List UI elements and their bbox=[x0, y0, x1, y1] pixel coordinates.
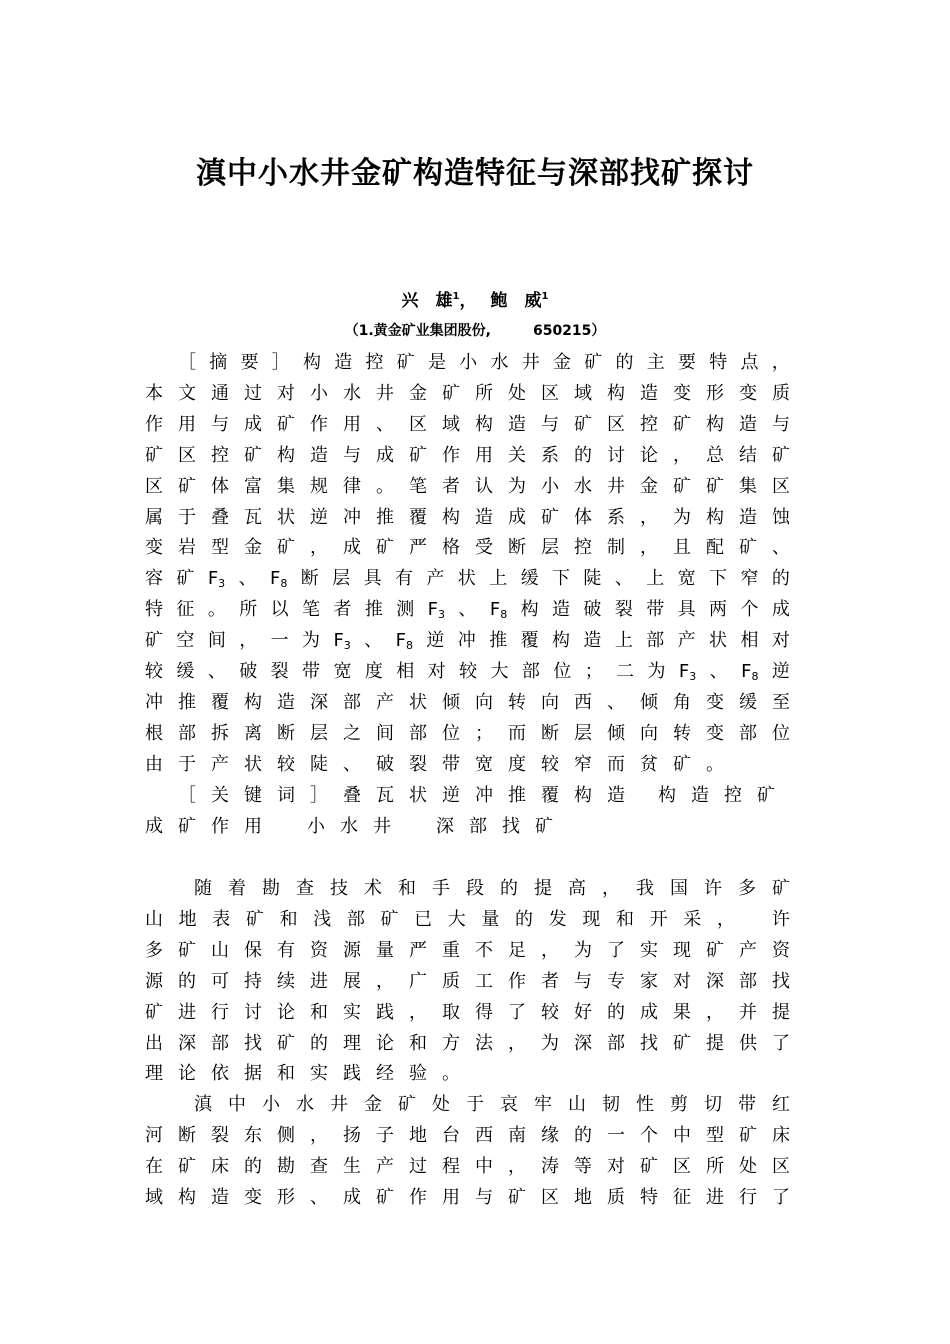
abstract-line: 本 文 通 过 对 小 水 井 金 矿 所 处 区 域 构 造 变 形 变 质 bbox=[145, 382, 790, 404]
author-separator: ， bbox=[459, 291, 477, 311]
affiliation: （1.黄金矿业集团股份, 650215） bbox=[344, 323, 606, 339]
abstract-line: 冲 推 覆 构 造 深 部 产 状 倾 向 转 向 西 、 倾 角 变 缓 至 bbox=[145, 691, 790, 713]
abstract-line: 矿 区 控 矿 构 造 与 成 矿 作 用 关 系 的 讨 论 ， 总 结 矿 bbox=[145, 444, 790, 466]
body-line: 理 论 依 据 和 实 践 经 验 。 bbox=[145, 1063, 460, 1085]
abstract-line: 根 部 拆 离 断 层 之 间 部 位 ； 而 断 层 倾 向 转 变 部 位 bbox=[145, 722, 790, 744]
author-name: 鲍 威 bbox=[490, 291, 542, 311]
body-line: 山 地 表 矿 和 浅 部 矿 已 大 量 的 发 现 和 开 采 ， 许 bbox=[145, 908, 790, 930]
abstract-line: 区 矿 体 富 集 规 律 。 笔 者 认 为 小 水 井 金 矿 矿 集 区 bbox=[145, 475, 790, 497]
abstract-line: ［ 摘 要 ］ 构 造 控 矿 是 小 水 井 金 矿 的 主 要 特 点 ， bbox=[178, 352, 790, 373]
body-line: 河 断 裂 东 侧 ， 扬 子 地 台 西 南 缘 的 一 个 中 型 矿 床 bbox=[145, 1124, 790, 1146]
body-line: 源 的 可 持 续 进 展 ， 广 质 工 作 者 与 专 家 对 深 部 找 bbox=[145, 970, 790, 992]
document-title: 滇中小水井金矿构造特征与深部找矿探讨 bbox=[196, 156, 754, 191]
abstract-line: 较 缓 、 破 裂 带 宽 度 相 对 较 大 部 位 ； 二 为 $F_3$ 、 $F_8$ 逆 bbox=[145, 661, 790, 683]
body-line: 出 深 部 找 矿 的 理 论 和 方 法 ， 为 深 部 找 矿 提 供 了 bbox=[145, 1032, 790, 1054]
abstract-line: 特 征 。 所 以 笔 者 推 测 $F_3$ 、 $F_8$ 构 造 破 裂 带 具 两 个 成 bbox=[145, 599, 790, 622]
author-line bbox=[0, 288, 950, 314]
abstract-line: 矿 空 间 ， 一 为 $F_3$ 、 $F_8$ 逆 冲 推 覆 构 造 上 部 产 状 相 对 bbox=[145, 630, 790, 653]
abstract-line: 属 于 叠 瓦 状 逆 冲 推 覆 构 造 成 矿 体 系 ， 为 构 造 蚀 bbox=[145, 506, 790, 528]
body-line: 域 构 造 变 形 、 成 矿 作 用 与 矿 区 地 质 特 征 进 行 了 bbox=[145, 1186, 790, 1208]
author-name: 兴 雄 bbox=[401, 291, 453, 311]
keywords-line: 成 矿 作 用 小 水 井 深 部 找 矿 bbox=[145, 815, 553, 837]
abstract-line: 变 岩 型 金 矿 ， 成 矿 严 格 受 断 层 控 制 ， 且 配 矿 、 bbox=[145, 537, 790, 559]
body-line: 滇 中 小 水 井 金 矿 处 于 哀 牢 山 韧 性 剪 切 带 红 bbox=[194, 1094, 790, 1115]
author-affiliation-marker: 1 bbox=[452, 291, 460, 302]
keywords-line: ［ 关 键 词 ］ 叠 瓦 状 逆 冲 推 覆 构 造 构 造 控 矿 bbox=[178, 785, 775, 806]
body-line: 矿 进 行 讨 论 和 实 践 ， 取 得 了 较 好 的 成 果 ， 并 提 bbox=[145, 1001, 790, 1023]
author-affiliation-marker: 1 bbox=[541, 291, 549, 302]
body-line: 随 着 勘 查 技 术 和 手 段 的 提 高 ， 我 国 许 多 矿 bbox=[194, 878, 790, 899]
abstract-line: 作 用 与 成 矿 作 用 、 区 域 构 造 与 矿 区 控 矿 构 造 与 bbox=[145, 413, 790, 435]
body-line: 多 矿 山 保 有 资 源 量 严 重 不 足 ， 为 了 实 现 矿 产 资 bbox=[145, 939, 790, 961]
abstract-line: 由 于 产 状 较 陡 、 破 裂 带 宽 度 较 窄 而 贫 矿 。 bbox=[145, 753, 724, 775]
body-line: 在 矿 床 的 勘 查 生 产 过 程 中 ， 涛 等 对 矿 区 所 处 区 bbox=[145, 1155, 790, 1177]
abstract-line: 容 矿 $F_3$ 、 $F_8$ 断 层 具 有 产 状 上 缓 下 陡 、 上 宽 下 窄 的 bbox=[145, 568, 790, 591]
